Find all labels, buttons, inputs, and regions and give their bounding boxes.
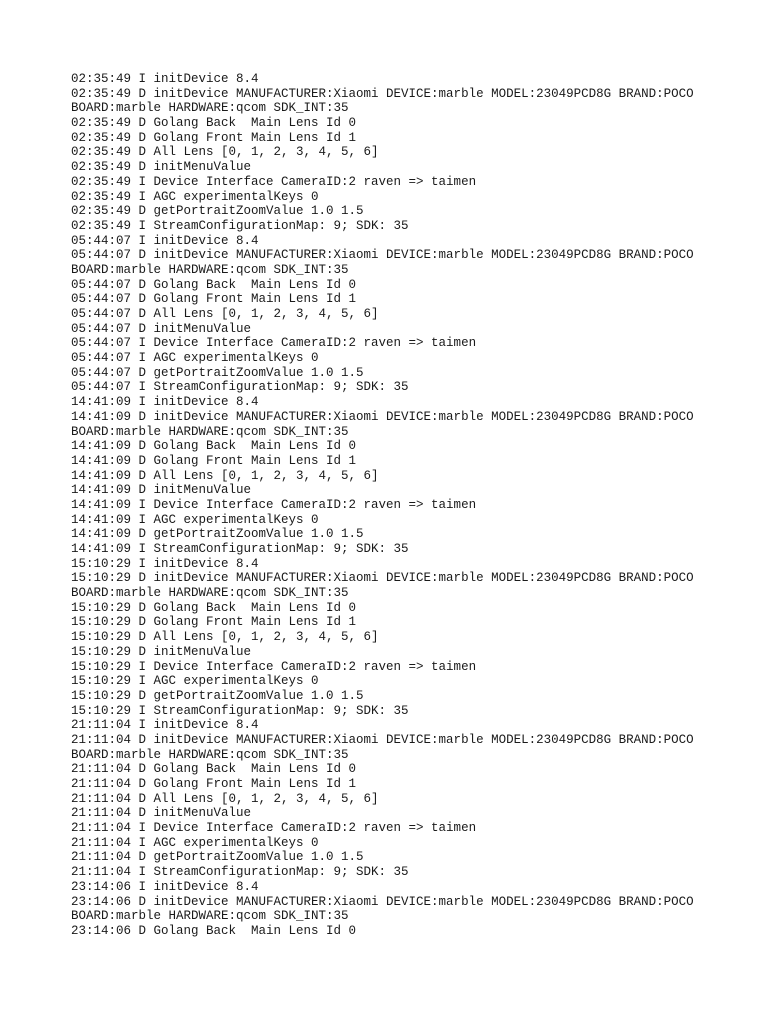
log-line: BOARD:marble HARDWARE:qcom SDK_INT:35 <box>71 424 349 439</box>
log-line: BOARD:marble HARDWARE:qcom SDK_INT:35 <box>71 101 349 116</box>
log-line: 21:11:04 D All Lens [0, 1, 2, 3, 4, 5, 6] <box>71 791 379 806</box>
log-line: 02:35:49 D Golang Front Main Lens Id 1 <box>71 130 357 145</box>
log-line: 21:11:04 D Golang Back Main Lens Id 0 <box>71 762 357 777</box>
log-line: 15:10:29 I Device Interface CameraID:2 raven => taimen <box>71 659 477 674</box>
log-line: 15:10:29 I AGC experimentalKeys 0 <box>71 674 319 689</box>
log-line: 05:44:07 D getPortraitZoomValue 1.0 1.5 <box>71 365 364 380</box>
log-line: BOARD:marble HARDWARE:qcom SDK_INT:35 <box>71 262 349 277</box>
log-line: 15:10:29 D Golang Back Main Lens Id 0 <box>71 600 357 615</box>
log-line: 14:41:09 I AGC experimentalKeys 0 <box>71 512 319 527</box>
log-line: 02:35:49 I AGC experimentalKeys 0 <box>71 189 319 204</box>
log-line: 05:44:07 I Device Interface CameraID:2 raven => taimen <box>71 336 477 351</box>
log-line: 14:41:09 D getPortraitZoomValue 1.0 1.5 <box>71 527 364 542</box>
log-line: 14:41:09 D initMenuValue <box>71 483 252 498</box>
log-line: 14:41:09 D Golang Back Main Lens Id 0 <box>71 439 357 454</box>
log-line: 02:35:49 I StreamConfigurationMap: 9; SDK: 35 <box>71 218 409 233</box>
log-line: 21:11:04 D initDevice MANUFACTURER:Xiaomi DEVICE:marble MODEL:23049PCD8G BRAND:POCO <box>71 732 694 747</box>
log-line: 02:35:49 D All Lens [0, 1, 2, 3, 4, 5, 6] <box>71 145 379 160</box>
log-line: 14:41:09 I StreamConfigurationMap: 9; SDK: 35 <box>71 542 409 556</box>
log-line: 05:44:07 D Golang Back Main Lens Id 0 <box>71 277 357 292</box>
log-line: BOARD:marble HARDWARE:qcom SDK_INT:35 <box>71 586 349 601</box>
log-line: 05:44:07 I AGC experimentalKeys 0 <box>71 351 319 366</box>
log-line: 14:41:09 D Golang Front Main Lens Id 1 <box>71 453 357 468</box>
log-line: 02:35:49 D Golang Back Main Lens Id 0 <box>71 116 357 131</box>
log-line: 02:35:49 I initDevice 8.4 <box>71 72 259 86</box>
log-line: 21:11:04 D getPortraitZoomValue 1.0 1.5 <box>71 850 364 865</box>
log-line: 14:41:09 I initDevice 8.4 <box>71 395 259 410</box>
log-line: 05:44:07 D Golang Front Main Lens Id 1 <box>71 292 357 307</box>
log-line: 21:11:04 I StreamConfigurationMap: 9; SDK: 35 <box>71 865 409 880</box>
log-line: 15:10:29 I StreamConfigurationMap: 9; SDK: 35 <box>71 703 409 718</box>
log-line: 15:10:29 D Golang Front Main Lens Id 1 <box>71 615 357 630</box>
log-line: 02:35:49 I Device Interface CameraID:2 raven => taimen <box>71 174 477 189</box>
log-line: 21:11:04 I AGC experimentalKeys 0 <box>71 835 319 850</box>
log-line: 23:14:06 D Golang Back Main Lens Id 0 <box>71 923 357 938</box>
log-line: 23:14:06 I initDevice 8.4 <box>71 879 259 894</box>
log-line: 05:44:07 D initMenuValue <box>71 321 252 336</box>
log-line: 05:44:07 I initDevice 8.4 <box>71 233 259 248</box>
log-line: 02:35:49 D initDevice MANUFACTURER:Xiaomi DEVICE:marble MODEL:23049PCD8G BRAND:POCO <box>71 86 694 101</box>
log-line: 02:35:49 D initMenuValue <box>71 160 252 175</box>
log-line: 21:11:04 D Golang Front Main Lens Id 1 <box>71 777 357 791</box>
log-line: 02:35:49 D getPortraitZoomValue 1.0 1.5 <box>71 204 364 219</box>
log-line: 15:10:29 D initDevice MANUFACTURER:Xiaomi DEVICE:marble MODEL:23049PCD8G BRAND:POCO <box>71 571 694 586</box>
log-line: BOARD:marble HARDWARE:qcom SDK_INT:35 <box>71 909 349 924</box>
log-line: BOARD:marble HARDWARE:qcom SDK_INT:35 <box>71 747 349 762</box>
log-line: 15:10:29 D getPortraitZoomValue 1.0 1.5 <box>71 688 364 703</box>
log-line: 05:44:07 I StreamConfigurationMap: 9; SDK: 35 <box>71 380 409 395</box>
log-line: 14:41:09 D All Lens [0, 1, 2, 3, 4, 5, 6] <box>71 468 379 483</box>
log-line: 21:11:04 I initDevice 8.4 <box>71 718 259 733</box>
log-line: 21:11:04 I Device Interface CameraID:2 raven => taimen <box>71 821 477 836</box>
log-line: 05:44:07 D initDevice MANUFACTURER:Xiaomi DEVICE:marble MODEL:23049PCD8G BRAND:POCO <box>71 248 694 263</box>
log-line: 15:10:29 I initDevice 8.4 <box>71 556 259 571</box>
log-line: 15:10:29 D All Lens [0, 1, 2, 3, 4, 5, 6] <box>71 630 379 645</box>
log-line: 05:44:07 D All Lens [0, 1, 2, 3, 4, 5, 6] <box>71 307 379 321</box>
log-line: 14:41:09 I Device Interface CameraID:2 raven => taimen <box>71 497 477 512</box>
log-line: 15:10:29 D initMenuValue <box>71 644 252 659</box>
log-line: 14:41:09 D initDevice MANUFACTURER:Xiaomi DEVICE:marble MODEL:23049PCD8G BRAND:POCO <box>71 409 694 424</box>
log-document <box>71 72 761 939</box>
log-line: 21:11:04 D initMenuValue <box>71 806 252 821</box>
log-line: 23:14:06 D initDevice MANUFACTURER:Xiaomi DEVICE:marble MODEL:23049PCD8G BRAND:POCO <box>71 894 694 909</box>
